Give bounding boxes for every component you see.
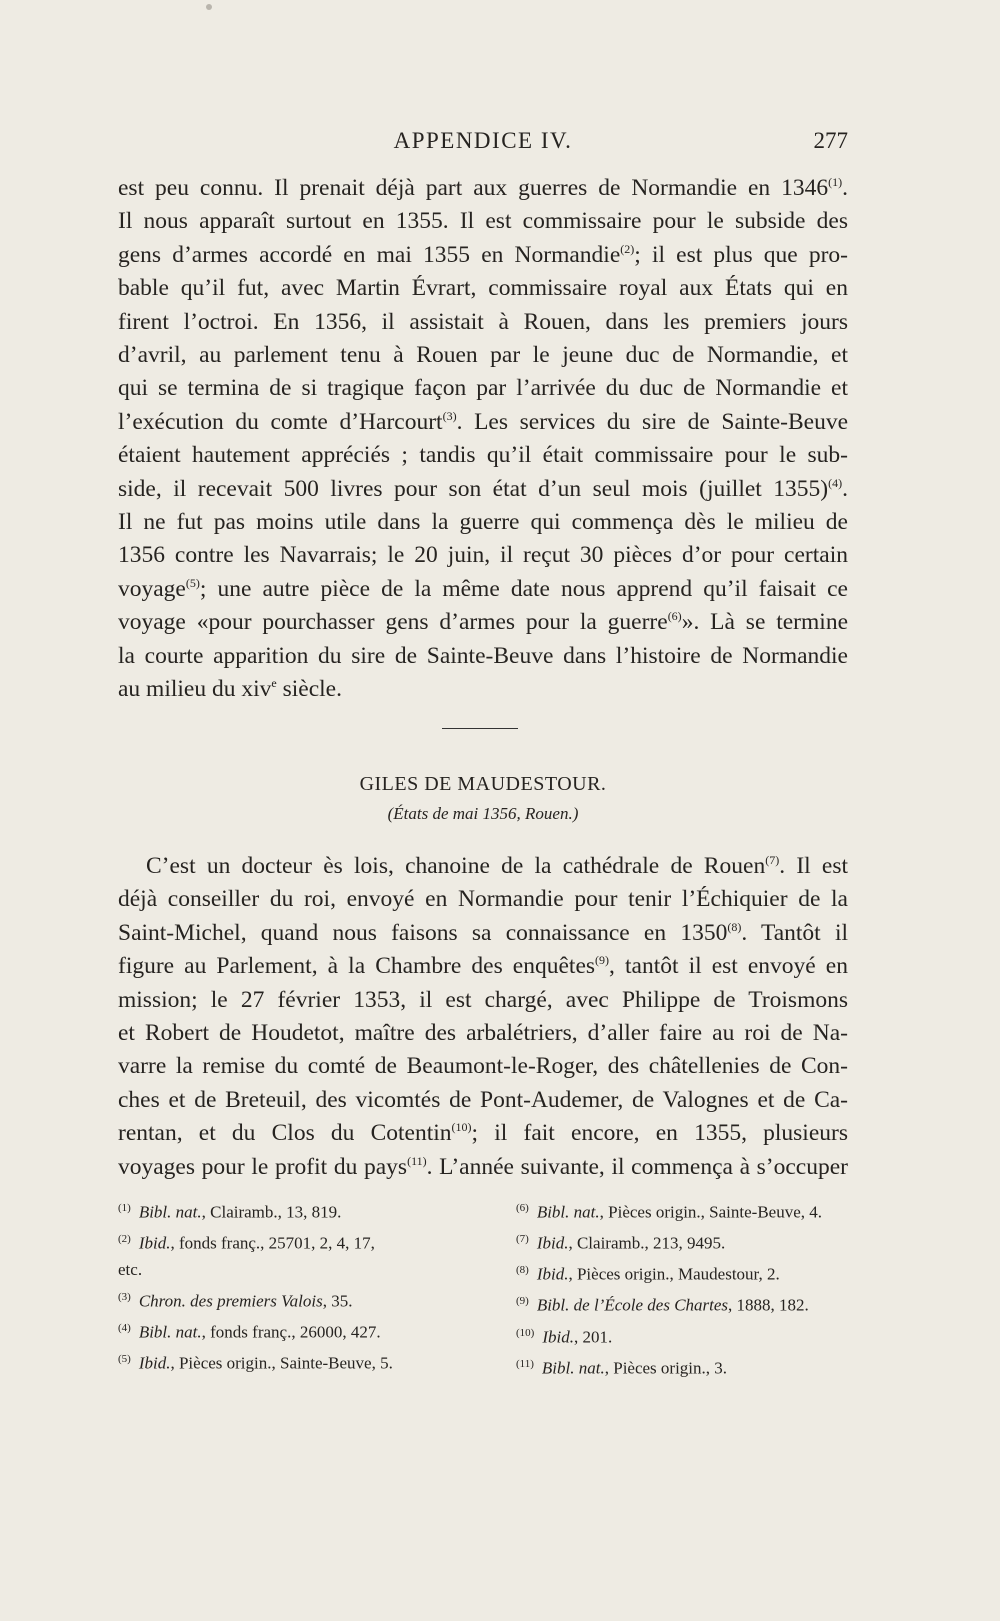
text-line: gens d’armes accordé en mai 1355 en Normandie$^{(2)}$; il est plus que pro- — [118, 241, 848, 268]
text-line: au milieu du xiv$^e$ siècle. — [118, 676, 342, 703]
page-number: 277 — [813, 128, 848, 153]
text-line: la courte apparition du sire de Sainte-Beuve dans l’histoire de Normandie — [118, 642, 848, 669]
footnote: $^{(6)}$ Bibl. nat., Pièces origin., Sainte-Beuve, 4. — [516, 1202, 823, 1222]
footnote: $^{(4)}$ Bibl. nat., fonds franç., 26000, 427. — [118, 1321, 381, 1342]
text-line: voyage$^{(5)}$; une autre pièce de la même date nous apprend qu’il faisait ce — [118, 575, 848, 602]
text-line: 1356 contre les Navarrais; le 20 juin, il reçut 30 pièces d’or pour certain — [118, 542, 848, 569]
text-line: étaient hautement appréciés ; tandis qu’il était commissaire pour le sub- — [118, 442, 848, 469]
text-line: voyage «pour pourchasser gens d’armes pour la guerre$^{(6)}$». Là se termine — [118, 609, 848, 636]
running-title: APPENDICE IV. — [393, 128, 573, 153]
text-line: firent l’octroi. En 1356, il assistait à Rouen, dans les premiers jours — [118, 308, 848, 335]
footnote: $^{(7)}$ Ibid., Clairamb., 213, 9495. — [516, 1233, 726, 1253]
paragraph-maudestour — [118, 850, 848, 1184]
section-title: GILES DE MAUDESTOUR. — [359, 773, 607, 795]
text-line: side, il recevait 500 livres pour son état d’un seul mois (juillet 1355)$^{(4)}$. — [118, 475, 848, 502]
text-line: l’exécution du comte d’Harcourt$^{(3)}$. Les services du sire de Sainte-Beuve — [118, 408, 848, 435]
text-line: qui se termina de si tragique façon par l’arrivée du duc de Normandie et — [118, 375, 848, 402]
footnote: $^{(9)}$ Bibl. de l’École des Chartes, 1888, 182. — [516, 1295, 809, 1316]
text-line: voyages pour le profit du pays$^{(11)}$. L’année suivante, il commença à s’occuper — [118, 1153, 848, 1180]
text-line: ches et de Breteuil, des vicomtés de Pont-Audemer, de Valognes et de Ca- — [118, 1086, 848, 1113]
text-line: C’est un docteur ès lois, chanoine de la cathédrale de Rouen$^{(7)}$. Il est — [146, 853, 848, 879]
ink-dot — [206, 4, 212, 10]
footnote: $^{(5)}$ Ibid., Pièces origin., Sainte-Beuve, 5. — [118, 1353, 393, 1373]
footnotes-left — [118, 1195, 473, 1377]
text-line: mission; le 27 février 1353, il est chargé, avec Philippe de Troismons — [118, 986, 848, 1013]
text-line: figure au Parlement, à la Chambre des enquêtes$^{(9)}$, tantôt il est envoyé en — [118, 953, 848, 980]
footnotes-right — [516, 1195, 851, 1382]
text-line: Il ne fut pas moins utile dans la guerre qui commença dès le milieu de — [118, 509, 848, 536]
footnote: $^{(10)}$ Ibid., 201. — [516, 1326, 613, 1347]
section-subtitle: (États de mai 1356, Rouen.) — [387, 804, 579, 823]
footnote-continuation: etc. — [118, 1260, 143, 1280]
footnote: $^{(8)}$ Ibid., Pièces origin., Maudestour, 2. — [516, 1264, 780, 1284]
running-head — [118, 124, 848, 160]
text-line: est peu connu. Il prenait déjà part aux guerres de Normandie en 1346$^{(1)}$. — [118, 175, 848, 201]
text-line: d’avril, au parlement tenu à Rouen par le jeune duc de Normandie, et — [118, 342, 848, 369]
footnote: $^{(2)}$ Ibid., fonds franç., 25701, 2, 4, 17, — [118, 1233, 375, 1253]
text-line: varre la remise du comté de Beaumont-le-Roger, des châtellenies de Con- — [118, 1053, 848, 1080]
text-line: bable qu’il fut, avec Martin Évrart, commissaire royal aux États qui en — [118, 275, 848, 302]
text-line: déjà conseiller du roi, envoyé en Normandie pour tenir l’Échiquier de la — [118, 886, 848, 913]
text-line: Il nous apparaît surtout en 1355. Il est commissaire pour le subside des — [118, 208, 848, 235]
section-divider — [442, 728, 518, 729]
footnote: $^{(3)}$ Chron. des premiers Valois, 35. — [118, 1290, 353, 1311]
text-line: Saint-Michel, quand nous faisons sa connaissance en 1350$^{(8)}$. Tantôt il — [118, 919, 849, 946]
footnote: $^{(11)}$ Bibl. nat., Pièces origin., 3. — [516, 1357, 728, 1378]
text-line: rentan, et du Clos du Cotentin$^{(10)}$; il fait encore, en 1355, plusieurs — [118, 1120, 848, 1147]
footnote: $^{(1)}$ Bibl. nat., Clairamb., 13, 819. — [118, 1202, 342, 1222]
paragraph-sainte-beuve — [118, 172, 848, 707]
text-line: et Robert de Houdetot, maître des arbalétriers, d’aller faire au roi de Na- — [118, 1020, 848, 1047]
